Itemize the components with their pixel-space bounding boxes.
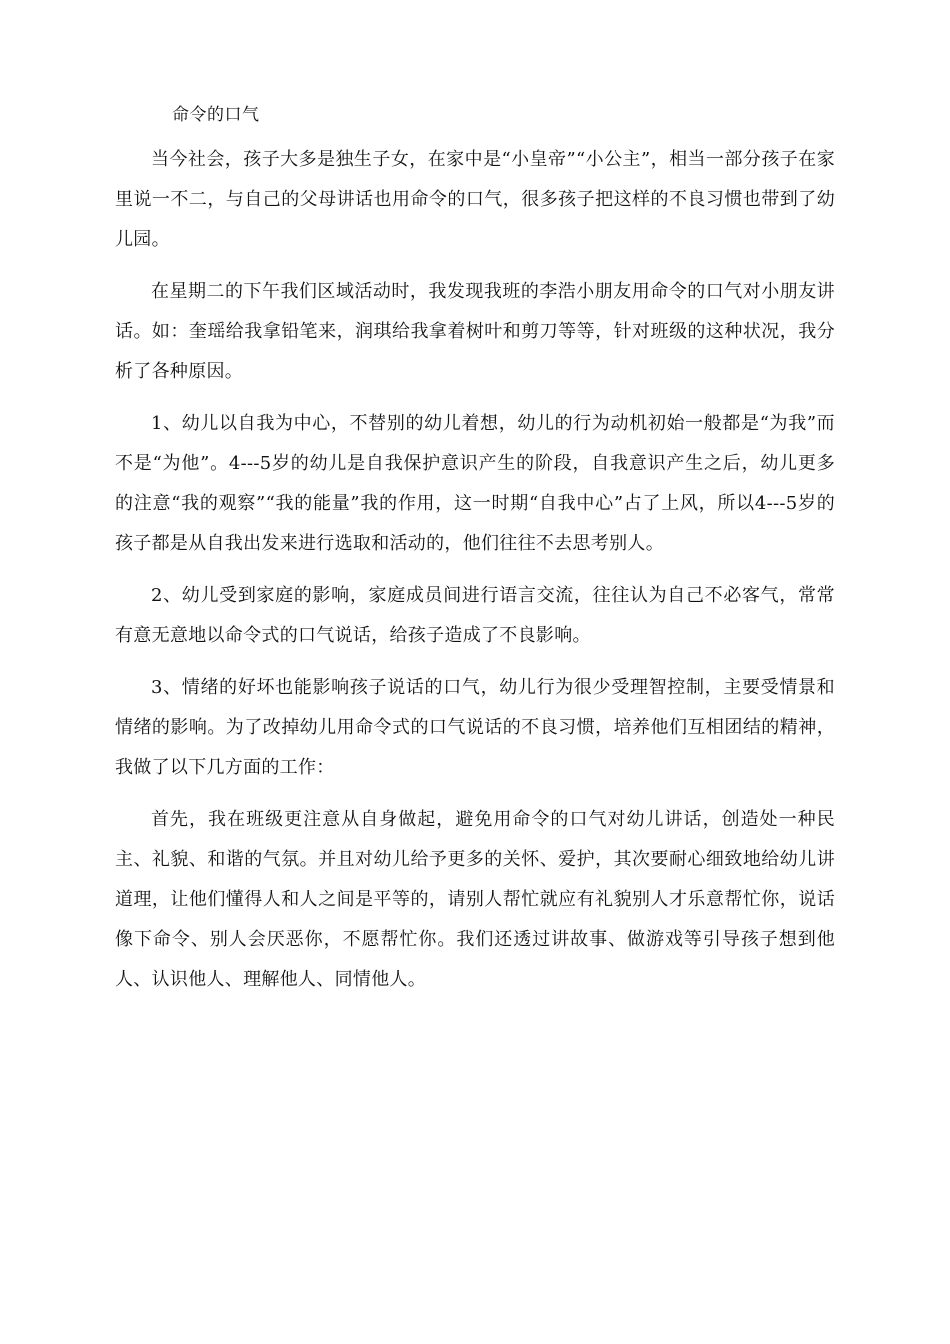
paragraph-reason-1: 1、幼儿以自我为中心，不替别的幼儿着想，幼儿的行为动机初始一般都是“为我”而不是“为他”。4---5岁的幼儿是自我保护意识产生的阶段，自我意识产生之后，幼儿更多的注意“我的观察”“我的能量”我的作用，这一时期“自我中心”占了上风，所以4---5岁的孩子都是从自我出发来进行选取和活动的，他们往往不去思考别人。 xyxy=(115,413,835,554)
document-body xyxy=(115,140,835,1012)
paragraph-intro: 当今社会，孩子大多是独生子女，在家中是“小皇帝”“小公主”，相当一部分孩子在家里说一不二，与自己的父母讲话也用命令的口气，很多孩子把这样的不良习惯也带到了幼儿园。 xyxy=(115,149,835,250)
document-title: 命令的口气 xyxy=(172,105,260,125)
paragraph-observation: 在星期二的下午我们区域活动时，我发现我班的李浩小朋友用命令的口气对小朋友讲话。如：奎瑶给我拿铅笔来，润琪给我拿着树叶和剪刀等等，针对班级的这种状况，我分析了各种原因。 xyxy=(115,281,835,382)
paragraph-reason-3: 3、情绪的好坏也能影响孩子说话的口气，幼儿行为很少受理智控制，主要受情景和情绪的影响。为了改掉幼儿用命令式的口气说话的不良习惯，培养他们互相团结的精神，我做了以下几方面的工作： xyxy=(115,677,835,778)
paragraph-measures: 首先，我在班级更注意从自身做起，避免用命令的口气对幼儿讲话，创造处一种民主、礼貌、和谐的气氛。并且对幼儿给予更多的关怀、爱护，其次要耐心细致地给幼儿讲道理，让他们懂得人和人之间是平等的，请别人帮忙就应有礼貌别人才乐意帮忙你，说话像下命令、别人会厌恶你，不愿帮忙你。我们还透过讲故事、做游戏等引导孩子想到他人、认识他人、理解他人、同情他人。 xyxy=(115,809,835,990)
paragraph-reason-2: 2、幼儿受到家庭的影响，家庭成员间进行语言交流，往往认为自己不必客气，常常有意无意地以命令式的口气说话，给孩子造成了不良影响。 xyxy=(115,585,835,646)
